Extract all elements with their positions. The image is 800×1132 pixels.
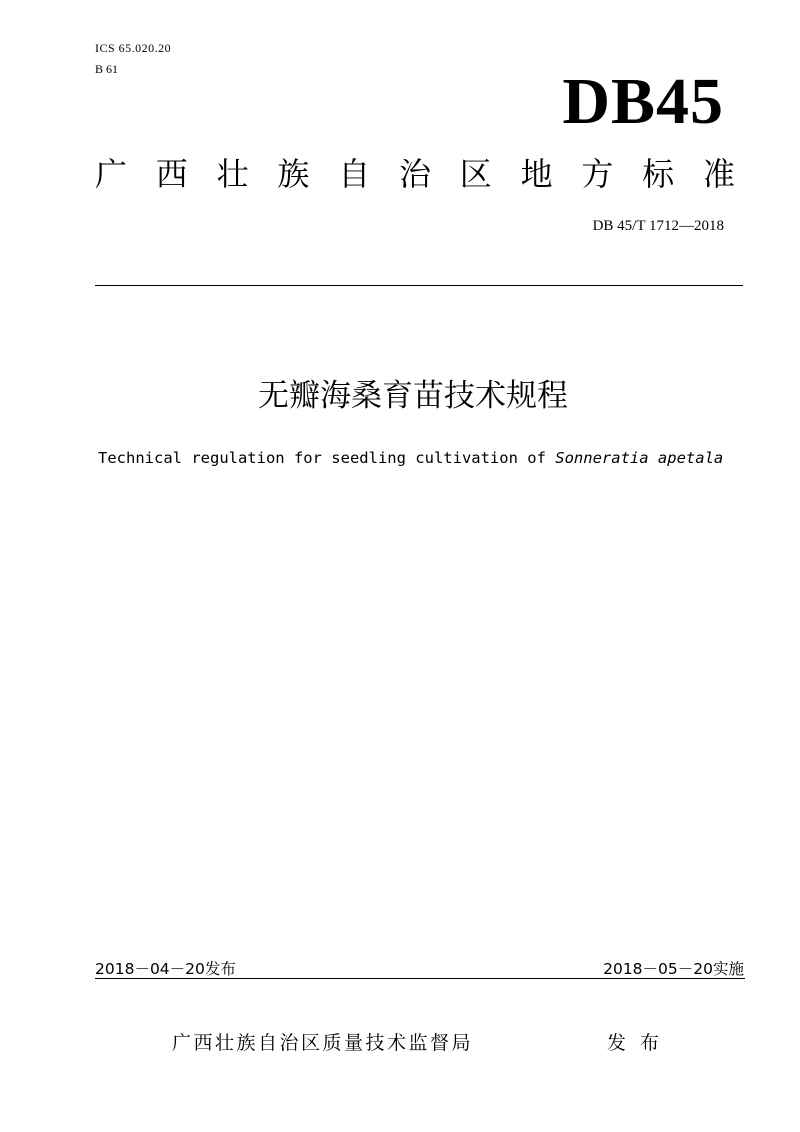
species-name: Sonneratia apetala (555, 449, 724, 467)
title-chinese: 无瓣海桑育苗技术规程 (258, 378, 568, 414)
title-english-text: Technical regulation for seedling cultivation of (98, 449, 556, 467)
standard-type-char: 标 (642, 155, 675, 193)
classification-code: B 61 (95, 62, 119, 76)
title-english (98, 447, 723, 469)
ics-code: ICS 65.020.20 (95, 41, 172, 55)
standard-type-char: 自 (338, 155, 371, 193)
standard-type-char: 壮 (216, 155, 249, 193)
issuing-authority: 广西壮族自治区质量技术监督局 (172, 1032, 474, 1054)
bottom-divider (95, 978, 745, 979)
standard-type-char: 准 (702, 155, 735, 193)
standard-type (95, 152, 735, 196)
standard-type-char: 地 (520, 155, 553, 193)
standard-type-char: 族 (277, 155, 310, 193)
standard-number: DB 45/T 1712—2018 (592, 218, 724, 234)
top-divider (95, 285, 743, 286)
publish-label: 发 布 (607, 1032, 664, 1054)
standard-type-char: 区 (459, 155, 492, 193)
standard-type-char: 西 (155, 155, 188, 193)
standard-type-char: 方 (581, 155, 614, 193)
issue-date: 2018－04－20发布 (95, 960, 236, 978)
standard-type-char: 治 (398, 155, 431, 193)
implementation-date: 2018－05－20实施 (603, 960, 744, 978)
standard-code: DB45 (562, 65, 724, 138)
standard-type-char: 广 (95, 155, 128, 193)
